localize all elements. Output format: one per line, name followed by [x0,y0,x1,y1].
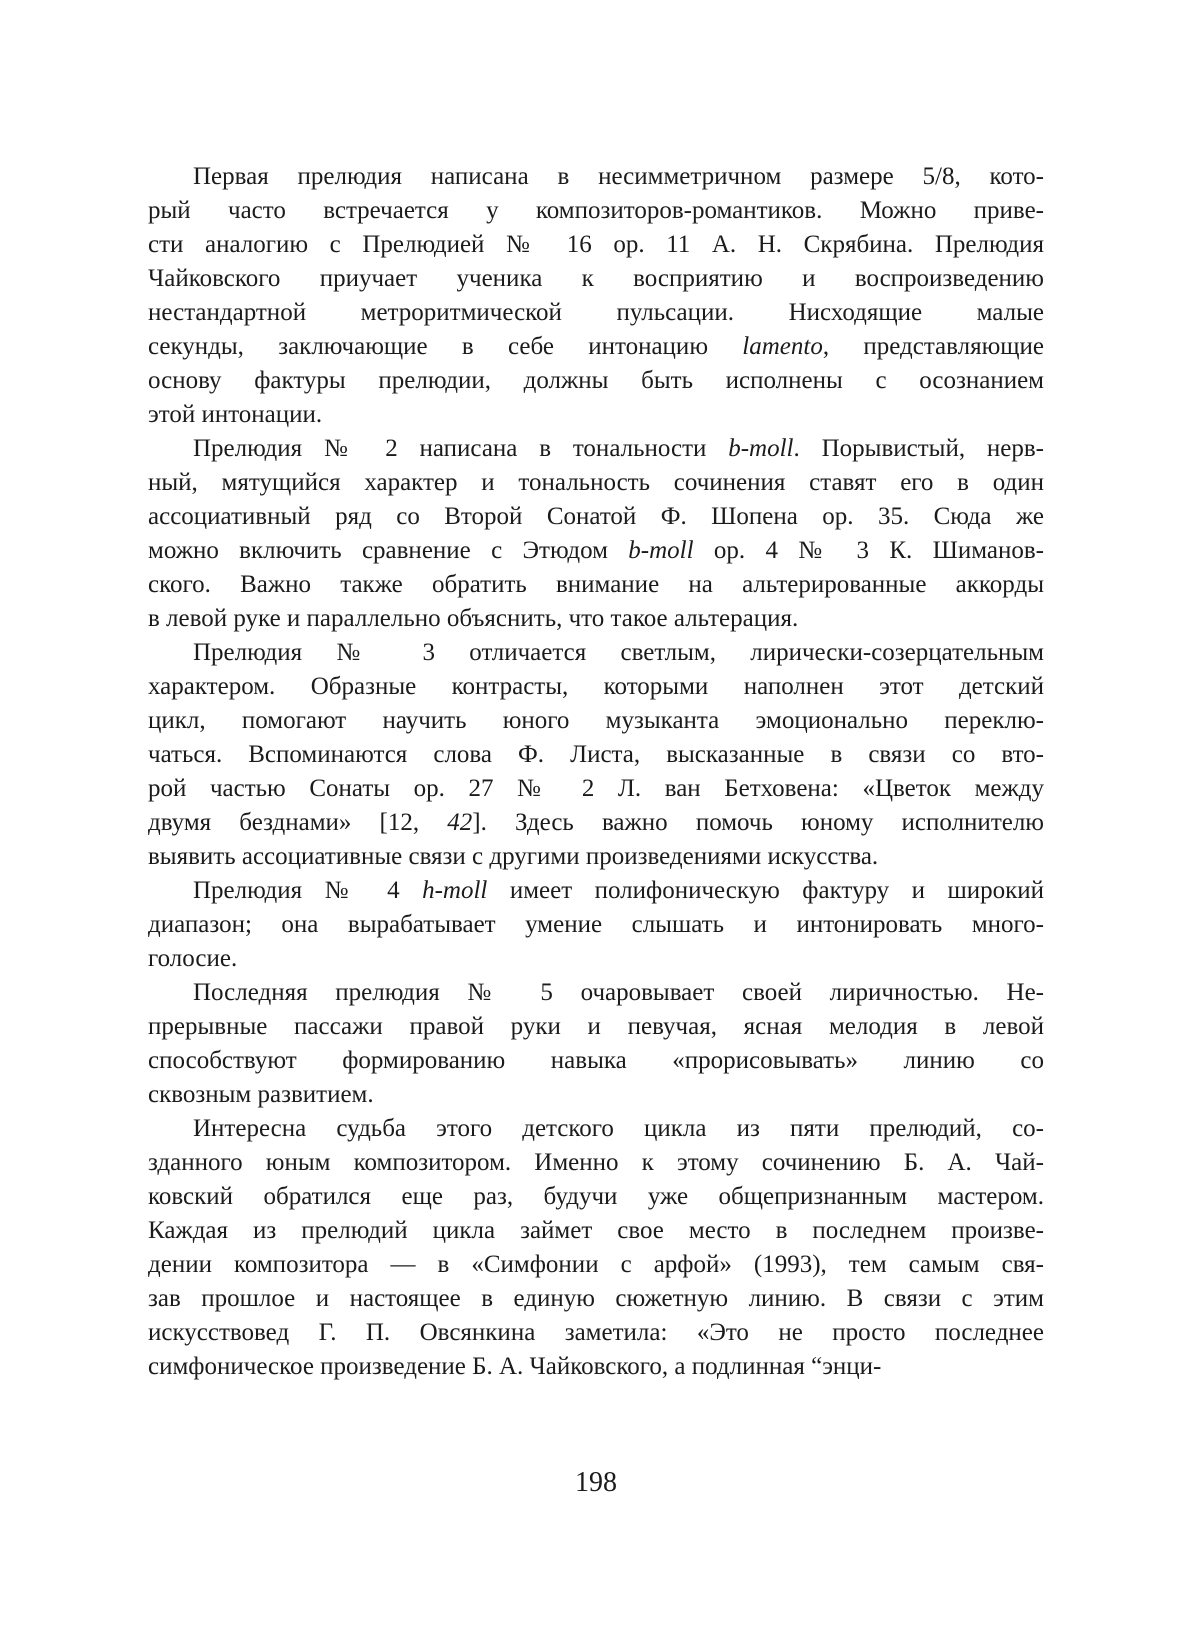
text-line [148,500,1044,534]
text-line [148,432,1044,466]
text-segment: характером. Образные контрасты, которыми наполнен этот детский [148,673,1044,700]
text-line [148,1044,1044,1078]
text-segment: сти аналогию с Прелюдией № 16 ор. 11 А. Н. Скрябина. Прелюдия [148,231,1044,258]
text-line [148,908,1044,942]
text-segment: прерывные пассажи правой руки и певучая, ясная мелодия в левой [148,1013,1044,1040]
text-segment: Прелюдия № 3 отличается светлым, лирически-созерцательным [193,639,1044,666]
text-segment: Чайковского приучает ученика к восприятию и воспроизведению [148,265,1044,292]
paragraph [148,160,1044,432]
text-line [148,1078,1044,1112]
text-line [148,840,1044,874]
text-segment: ]. Здесь важно помочь юному исполнителю [472,809,1044,836]
text-segment: в левой руке и параллельно объяснить, что такое альтерация. [148,605,799,632]
text-segment: цикл, помогают научить юного музыканта эмоционально переклю- [148,707,1044,734]
paragraph [148,1112,1044,1384]
text-line [148,874,1044,908]
text-segment: Первая прелюдия написана в несимметричном размере 5/8, кото- [193,163,1044,190]
text-line [148,364,1044,398]
text-segment: способствуют формированию навыка «прорисовывать» линию со [148,1047,1044,1074]
text-segment: Каждая из прелюдий цикла займет свое место в последнем произве- [148,1217,1044,1244]
italic-text-segment: b-moll [628,537,694,564]
text-segment: ассоциативный ряд со Второй Сонатой Ф. Шопена ор. 35. Сюда же [148,503,1044,530]
text-segment: секунды, заключающие в себе интонацию [148,333,743,360]
text-segment: имеет полифоническую фактуру и широкий [487,877,1045,904]
text-segment: основу фактуры прелюдии, должны быть исполнены с осознанием [148,367,1044,394]
text-line [148,398,1044,432]
text-line [148,602,1044,636]
text-line [148,738,1044,772]
text-line [148,772,1044,806]
text-segment: . Порывистый, нерв- [793,435,1044,462]
text-segment: этой интонации. [148,401,323,428]
text-segment: , представляющие [822,333,1044,360]
text-segment: симфоническое произведение Б. А. Чайковского, а подлинная “энци- [148,1353,882,1380]
text-segment: Прелюдия № 2 написана в тональности [193,435,729,462]
text-line [148,160,1044,194]
text-line [148,1214,1044,1248]
text-segment: ковский обратился еще раз, будучи уже общепризнанным мастером. [148,1183,1044,1210]
text-segment: диапазон; она вырабатывает умение слышать и интонировать много- [148,911,1044,938]
text-segment: зданного юным композитором. Именно к этому сочинению Б. А. Чай- [148,1149,1044,1176]
text-segment: Прелюдия № 4 [193,877,423,904]
text-segment: двумя безднами» [12, [148,809,448,836]
text-line [148,1248,1044,1282]
text-line [148,942,1044,976]
paragraph [148,432,1044,636]
text-segment: ный, мятущийся характер и тональность сочинения ставят его в один [148,469,1044,496]
text-segment: Последняя прелюдия № 5 очаровывает своей лиричностью. Не- [193,979,1044,1006]
text-line [148,262,1044,296]
text-line [148,976,1044,1010]
paragraph [148,874,1044,976]
text-segment: чаться. Вспоминаются слова Ф. Листа, высказанные в связи со вто- [148,741,1044,768]
text-line [148,330,1044,364]
page-number: 198 [575,1467,617,1498]
text-block [148,160,1044,1384]
paragraph [148,636,1044,874]
text-line [148,1010,1044,1044]
text-line [148,636,1044,670]
text-segment: ского. Важно также обратить внимание на альтерированные аккорды [148,571,1044,598]
text-line [148,1316,1044,1350]
paragraph [148,976,1044,1112]
text-segment: сквозным развитием. [148,1081,374,1108]
text-segment: ор. 4 № 3 К. Шиманов- [693,537,1044,564]
text-segment: нестандартной метроритмической пульсации. Нисходящие малые [148,299,1044,326]
italic-text-segment: b-moll [728,435,794,462]
italic-text-segment: 42 [447,809,473,836]
text-line [148,1350,1044,1384]
text-line [148,228,1044,262]
text-line [148,296,1044,330]
text-line [148,194,1044,228]
italic-text-segment: lamento [742,333,823,360]
text-line [148,1180,1044,1214]
text-segment: можно включить сравнение с Этюдом [148,537,629,564]
text-line [148,534,1044,568]
text-line [148,1112,1044,1146]
text-line [148,806,1044,840]
text-segment: рой частью Сонаты ор. 27 № 2 Л. ван Бетховена: «Цветок между [148,775,1044,802]
text-line [148,670,1044,704]
text-line [148,704,1044,738]
text-line [148,568,1044,602]
text-segment: зав прошлое и настоящее в единую сюжетную линию. В связи с этим [148,1285,1044,1312]
text-segment: дении композитора — в «Симфонии с арфой» (1993), тем самым свя- [148,1251,1044,1278]
text-segment: рый часто встречается у композиторов-романтиков. Можно приве- [148,197,1044,224]
text-line [148,466,1044,500]
text-segment: искусствовед Г. П. Овсянкина заметила: «Это не просто последнее [148,1319,1044,1346]
text-line [148,1282,1044,1316]
italic-text-segment: h-moll [422,877,488,904]
text-segment: Интересна судьба этого детского цикла из пяти прелюдий, со- [193,1115,1044,1142]
text-segment: выявить ассоциативные связи с другими произведениями искусства. [148,843,879,870]
text-segment: голосие. [148,945,238,972]
text-line [148,1146,1044,1180]
